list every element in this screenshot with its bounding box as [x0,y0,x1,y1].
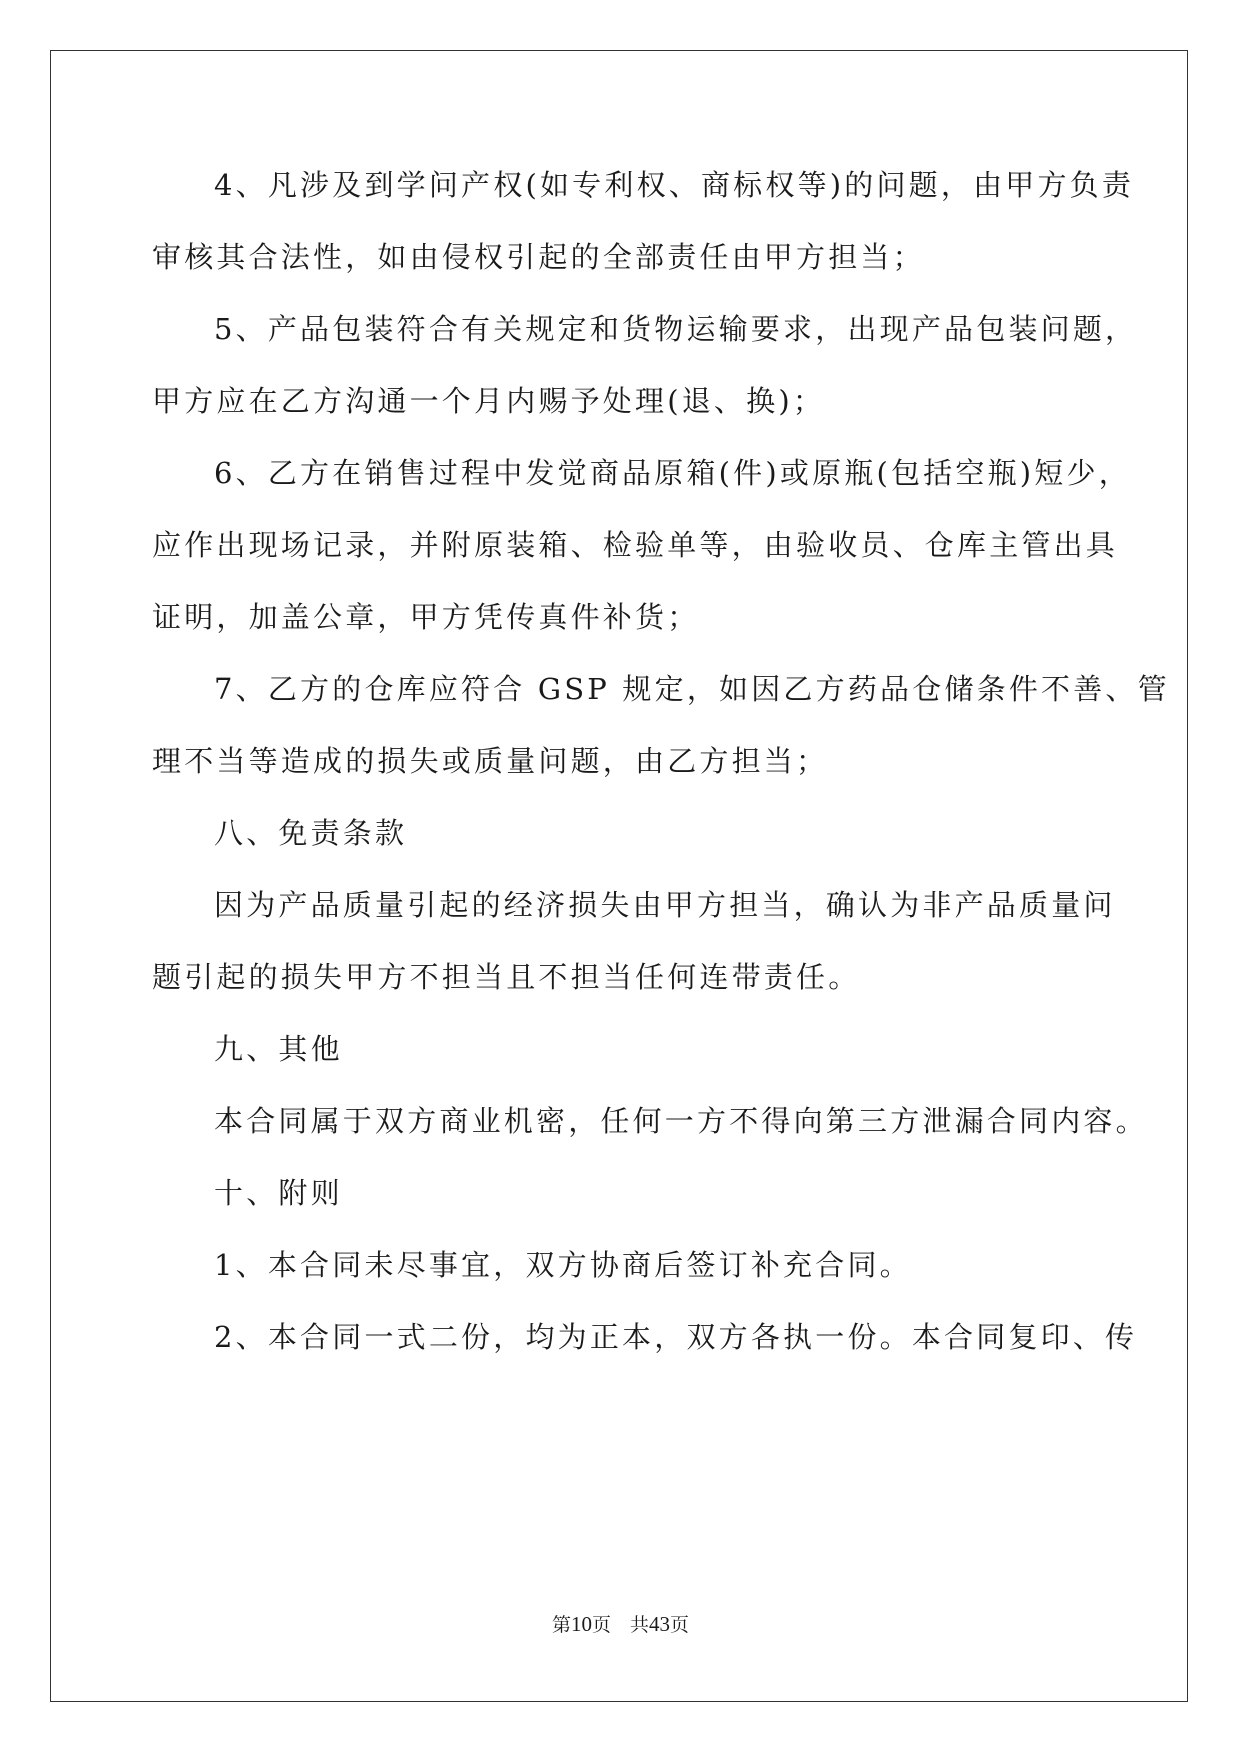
document-line: 审核其合法性，如由侵权引起的全部责任由甲方担当； [152,240,925,274]
document-line: 7、乙方的仓库应符合 GSP 规定，如因乙方药品仓储条件不善、管 [214,672,1170,706]
document-line: 证明，加盖公章，甲方凭传真件补货； [152,600,700,634]
document-line: 甲方应在乙方沟通一个月内赐予处理(退、换)； [152,384,826,418]
document-line: 因为产品质量引起的经济损失由甲方担当，确认为非产品质量问 [214,888,1116,922]
document-line: 4、凡涉及到学问产权(如专利权、商标权等)的问题，由甲方负责 [214,168,1135,202]
footer-total-pages: 43 [649,1612,670,1636]
document-line: 1、本合同未尽事宜，双方协商后签订补充合同。 [214,1248,912,1282]
document-line: 十、附则 [214,1176,343,1210]
document-line: 八、免责条款 [214,816,408,850]
page-border [50,50,1188,1702]
document-line: 理不当等造成的损失或质量问题，由乙方担当； [152,744,829,778]
document-line: 应作出现场记录，并附原装箱、检验单等，由验收员、仓库主管出具 [152,528,1119,562]
document-line: 5、产品包装符合有关规定和货物运输要求，出现产品包装问题， [214,312,1138,346]
footer-mid: 页 共 [591,1614,649,1636]
footer-prefix: 第 [551,1614,571,1636]
document-line: 2、本合同一式二份，均为正本，双方各执一份。本合同复印、传 [214,1320,1138,1354]
document-line: 题引起的损失甲方不担当且不担当任何连带责任。 [152,960,861,994]
document-line: 九、其他 [214,1032,343,1066]
page-footer [0,1610,1241,1637]
document-line: 6、乙方在销售过程中发觉商品原箱(件)或原瓶(包括空瓶)短少， [214,456,1131,490]
footer-page-number: 10 [570,1612,592,1636]
footer-suffix: 页 [670,1614,690,1636]
document-line: 本合同属于双方商业机密，任何一方不得向第三方泄漏合同内容。 [214,1104,1148,1138]
